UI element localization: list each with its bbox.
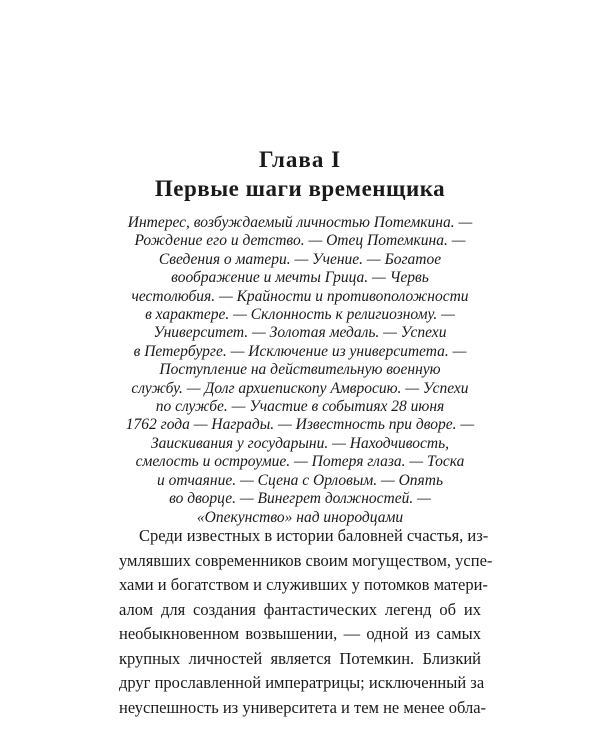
- body-line: алом для создания фантастических легенд об их: [119, 599, 481, 619]
- synopsis-line: Заискивания у государыни. — Находчивость,: [150, 434, 450, 452]
- chapter-number: Глава I: [258, 147, 342, 172]
- body-line: умлявших современников своим могуществом, успе-: [119, 550, 493, 570]
- body-line: неуспешность из университета и тем не менее обла-: [119, 697, 487, 717]
- synopsis-line: Сведения о матери. — Учение. — Богатое: [158, 250, 442, 268]
- body-line: хами и богатством и служивших у потомков матери-: [119, 575, 488, 594]
- chapter-title: Первые шаги временщика: [154, 176, 446, 201]
- body-line: Среди известных в истории баловней счастья, из-: [139, 526, 489, 545]
- synopsis-line: смелость и остроумие. — Потеря глаза. — Тоска: [135, 453, 465, 471]
- synopsis-line: Интерес, возбуждаемый личностью Потемкина. —: [127, 214, 473, 231]
- synopsis-line: службу. — Долг архиепископу Амвросию. — Успехи: [131, 379, 469, 397]
- body-line: крупных личностей является Потемкин. Близкий: [119, 648, 481, 668]
- synopsis-line: 1762 года — Награды. — Известность при дворе. —: [125, 416, 475, 434]
- synopsis-line: Рождение его и детство. — Отец Потемкина. —: [134, 232, 466, 250]
- body-line: необыкновенном возвышении, — одной из самых: [119, 624, 481, 643]
- synopsis-line: в характере. — Склонность к религиозному. —: [145, 306, 455, 324]
- synopsis-line: «Опекунство» над инородцами: [196, 508, 404, 526]
- body-paragraph: [119, 524, 493, 720]
- synopsis-line: воображение и мечты Грица. — Червь: [171, 269, 429, 287]
- synopsis-line: честолюбия. — Крайности и противоположности: [131, 287, 469, 305]
- synopsis-line: по службе. — Участие в событиях 28 июня: [155, 398, 445, 416]
- synopsis-line: во дворце. — Винегрет должностей. —: [169, 490, 431, 508]
- synopsis-line: Поступление на действительную военную: [159, 361, 441, 379]
- chapter-synopsis: [118, 214, 482, 527]
- synopsis-line: Университет. — Золотая медаль. — Успехи: [153, 324, 447, 342]
- synopsis-line: и отчаяние. — Сцена с Орловым. — Опять: [156, 471, 444, 489]
- body-line: друг прославленной императрицы; исключенный за: [119, 673, 485, 692]
- synopsis-line: в Петербурге. — Исключение из университета. —: [133, 342, 467, 360]
